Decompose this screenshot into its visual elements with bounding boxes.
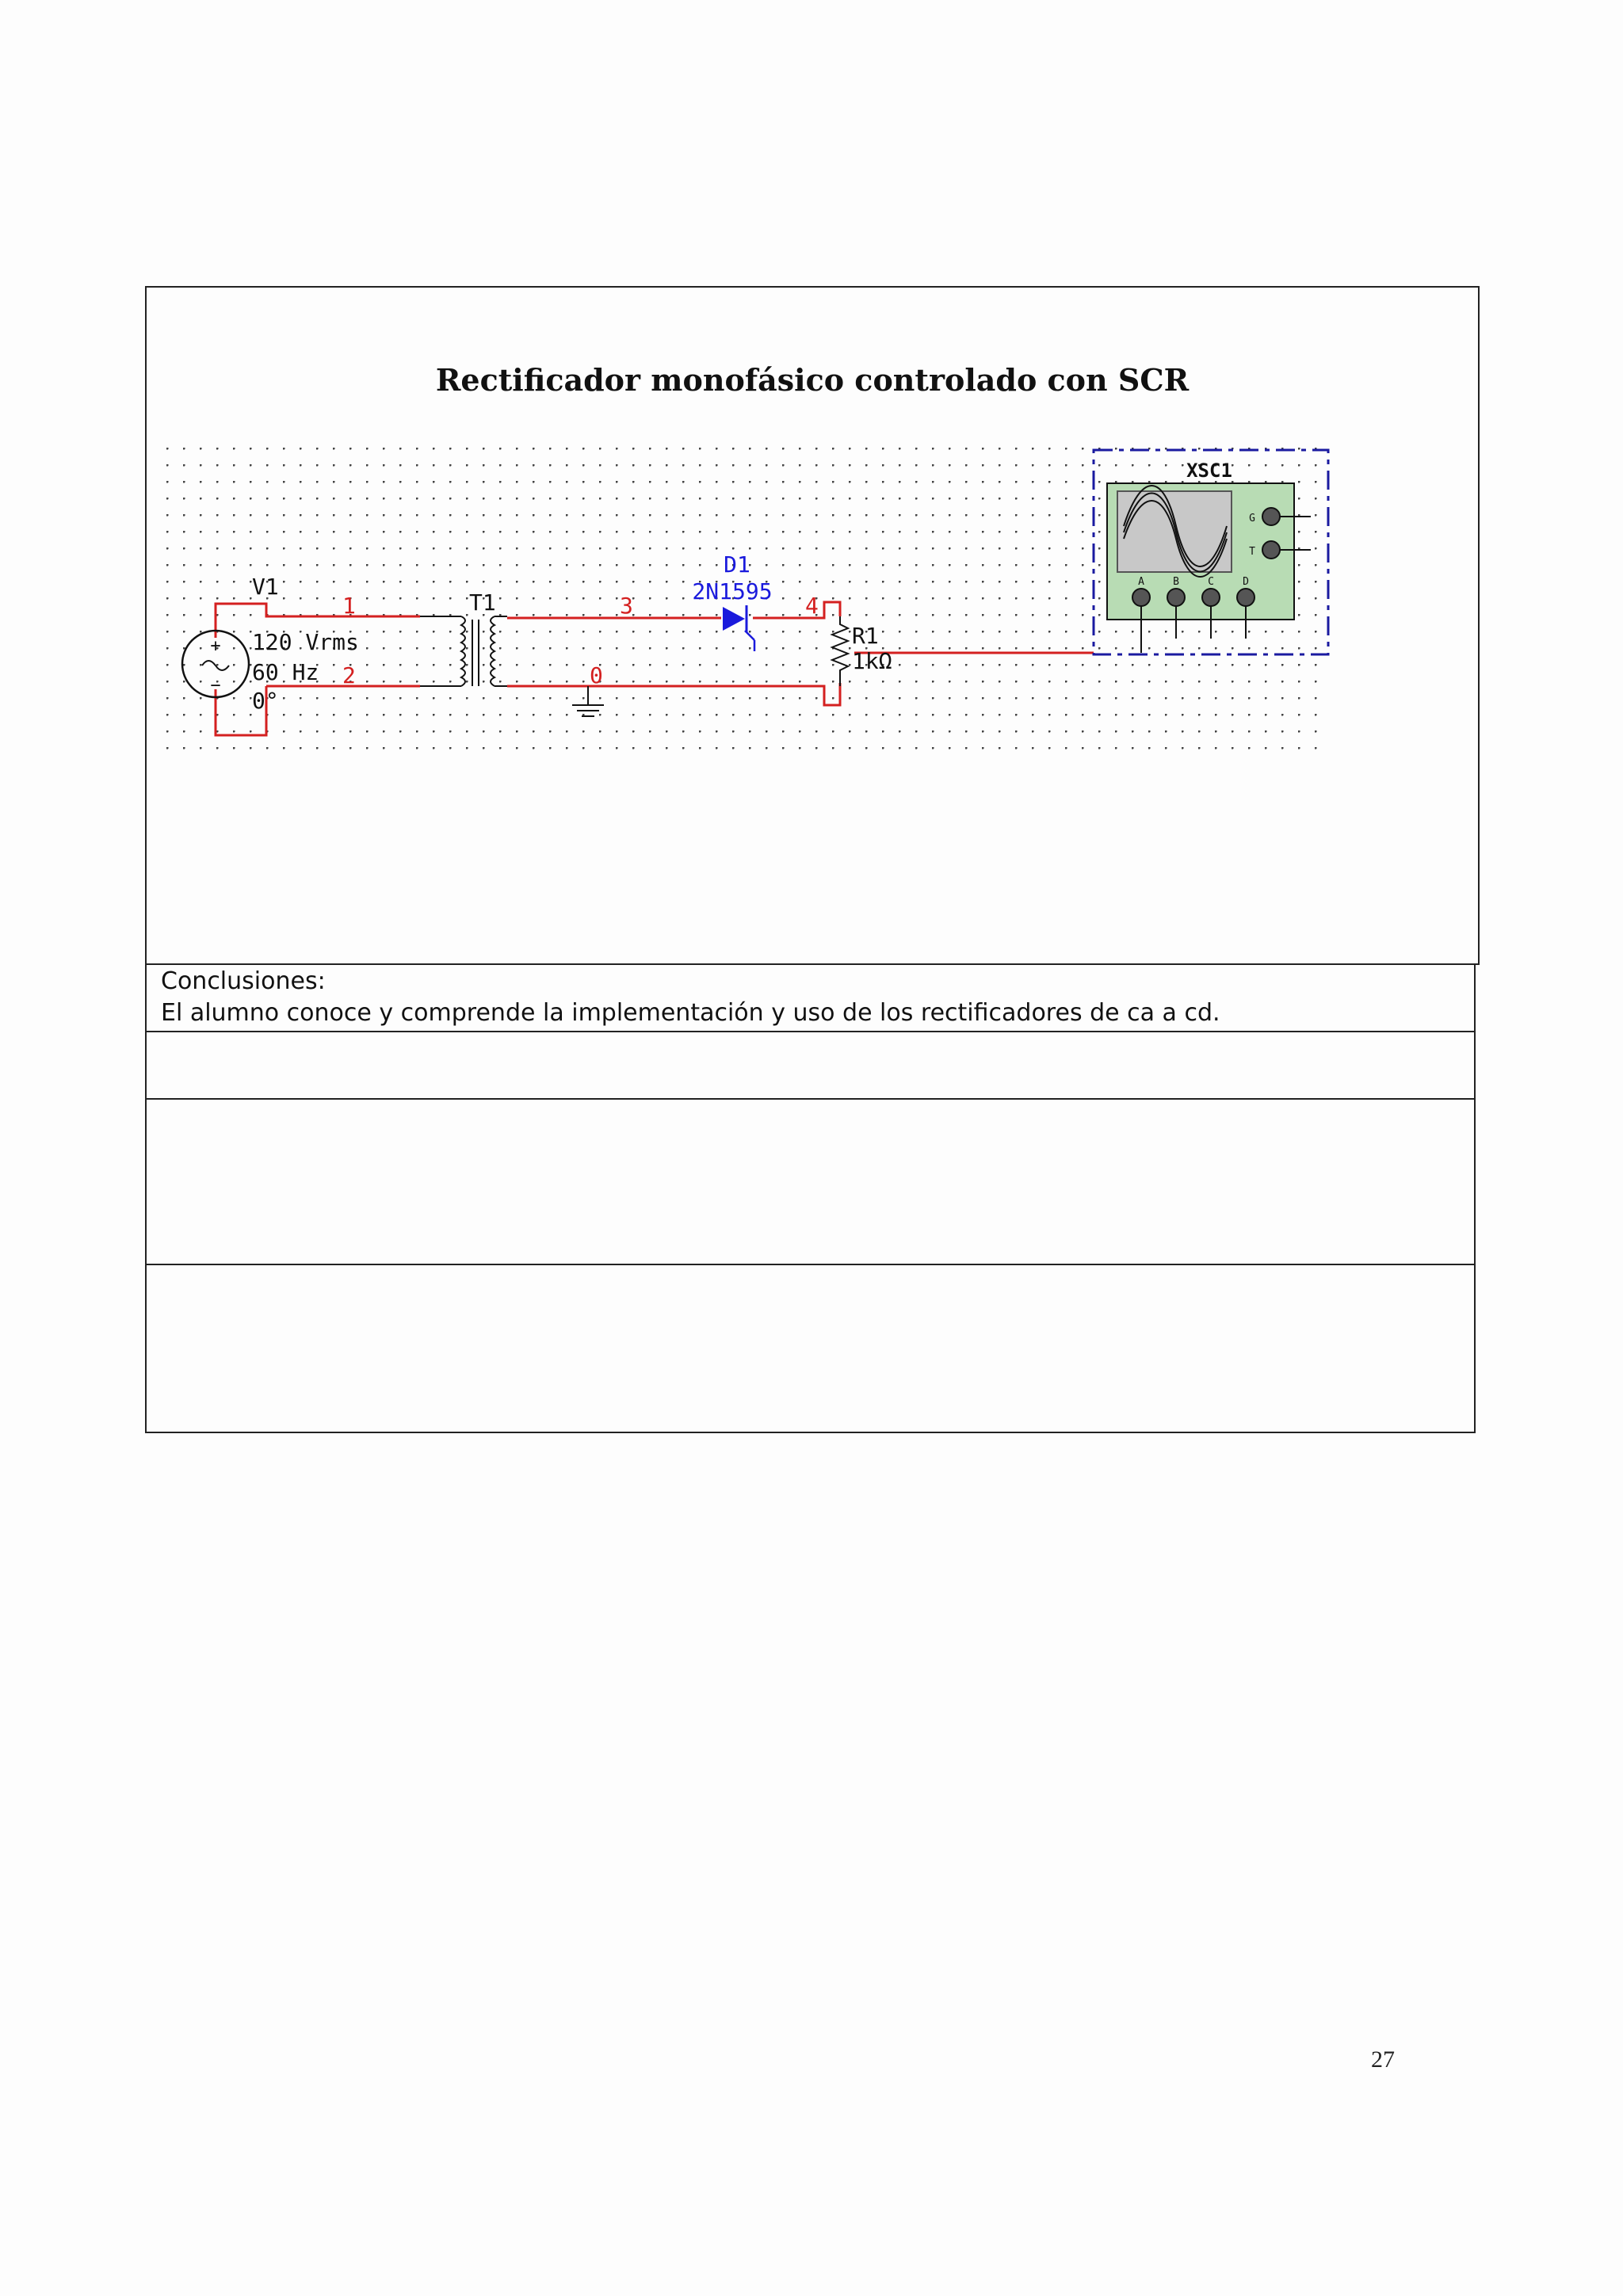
source-phase-label: 0° [252,688,279,714]
scope-ref-label: XSC1 [1186,460,1232,482]
conclusions-heading: Conclusiones: [161,967,326,995]
transformer-ref-label: T1 [469,589,496,616]
source-plus-sign: + [210,636,221,656]
node-4-label: 4 [805,593,819,619]
terminal-c-icon [1202,589,1220,606]
terminal-t-label: T [1249,546,1255,558]
terminal-t-icon [1262,541,1280,559]
terminal-a-icon [1132,589,1150,606]
node-3-label: 3 [620,593,633,619]
conclusions-row [147,964,1474,1032]
scr-ref-label: D1 [724,551,750,578]
node-2-label: 2 [342,662,356,688]
conclusions-text: El alumno conoce y comprende la implementación y uso de los rectificadores de ca a cd. [161,999,1220,1027]
scr-model-label: 2N1595 [692,578,773,605]
resistor-value-label: 1kΩ [852,648,892,674]
empty-row [147,1265,1474,1433]
source-minus-sign: − [210,676,221,696]
channel-b-label: B [1173,576,1179,588]
figure-title: Rectificador monofásico controlado con SCR [435,362,1190,398]
node-0-label: 0 [590,662,603,688]
terminal-g-label: G [1249,513,1255,524]
empty-row [147,1100,1474,1265]
empty-row [147,1032,1474,1100]
conclusions-table [145,964,1476,1433]
circuit-schematic [0,0,1623,967]
source-ref-label: V1 [252,574,279,600]
node-1-label: 1 [342,593,356,619]
resistor-ref-label: R1 [852,623,879,649]
channel-c-label: C [1208,576,1214,588]
source-voltage-label: 120 Vrms [252,629,359,655]
terminal-g-icon [1262,508,1280,525]
channel-a-label: A [1138,576,1144,588]
page-number: 27 [1371,2046,1395,2073]
channel-d-label: D [1243,576,1249,588]
terminal-d-icon [1237,589,1254,606]
source-frequency-label: 60 Hz [252,659,319,685]
terminal-b-icon [1167,589,1185,606]
